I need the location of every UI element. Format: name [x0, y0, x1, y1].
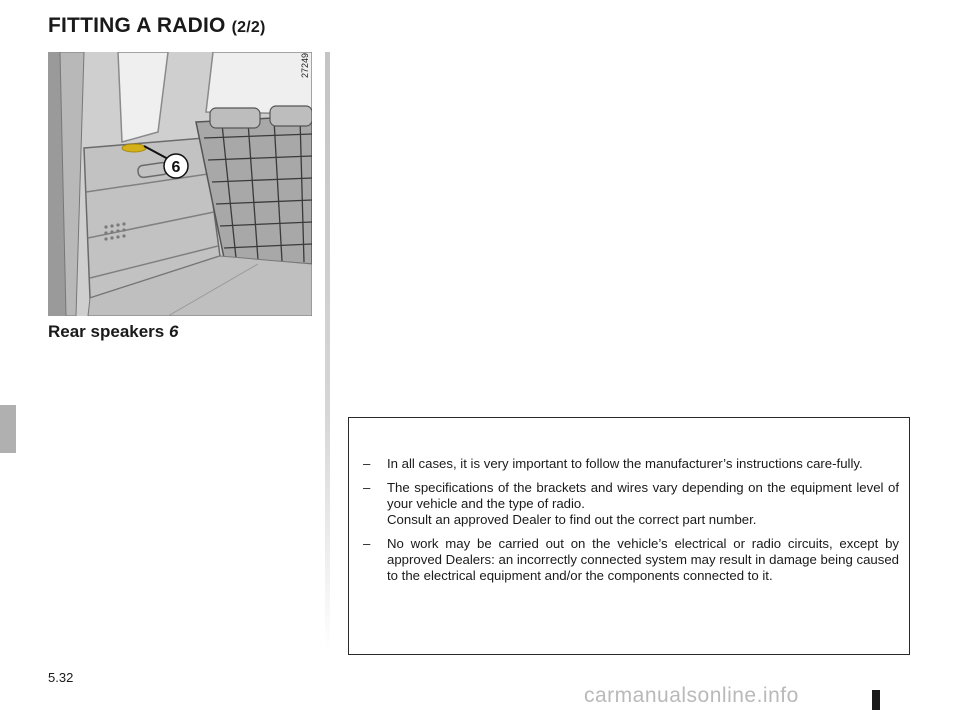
page-title	[48, 14, 266, 38]
bullet-dash: –	[363, 456, 371, 471]
warning-list	[349, 418, 909, 584]
page-title-text: FITTING A RADIO	[48, 14, 226, 37]
list-item-text: The specifications of the brackets and wires vary depending on the equipment level of your vehicle and the type of radio.	[387, 480, 899, 511]
list-item-text: Consult an approved Dealer to find out the correct part number.	[387, 512, 757, 527]
section-tab	[0, 405, 16, 453]
speaker-marker	[122, 144, 146, 152]
page-number: 5.32	[48, 670, 74, 685]
list-item	[363, 456, 899, 472]
rear-speaker-illustration	[48, 52, 312, 316]
warning-note-box	[348, 417, 910, 655]
list-item-text: In all cases, it is very important to follow the manufacturer’s instructions care-fully.	[387, 456, 863, 471]
list-item	[363, 536, 899, 584]
bullet-dash: –	[363, 480, 371, 495]
column-divider	[325, 52, 330, 652]
bullet-dash: –	[363, 536, 371, 551]
callout-number: 6	[171, 159, 181, 176]
corner-marker	[872, 690, 880, 710]
figure-caption	[48, 322, 178, 342]
figure-code: 27249	[300, 52, 310, 78]
cargo-area-drawing	[48, 52, 312, 316]
list-item-text: No work may be carried out on the vehicle’s electrical or radio circuits, except by approved Dealers: an incorrectly connected system may result in damage being caused to the electrical equipment and/or the components connected to it.	[387, 536, 899, 583]
caption-ref: 6	[169, 322, 179, 341]
caption-text: Rear speakers	[48, 322, 165, 341]
page-title-suffix: (2/2)	[231, 19, 266, 36]
watermark: carmanualsonline.info	[584, 684, 799, 707]
list-item	[363, 480, 899, 528]
